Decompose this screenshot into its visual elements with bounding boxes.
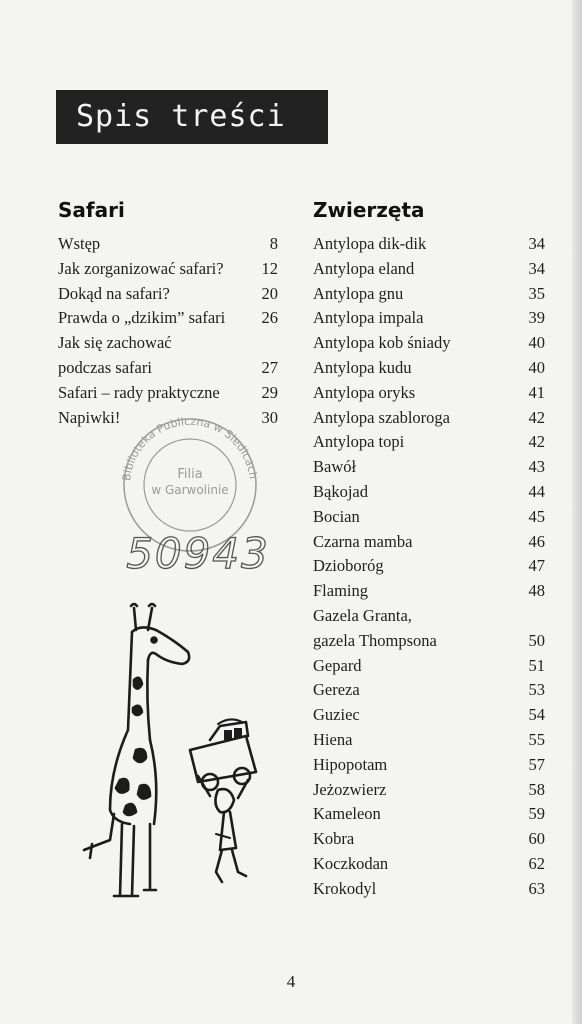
toc-entry-label: Antylopa dik-dik — [313, 234, 427, 253]
toc-entry — [313, 679, 545, 704]
toc-entry — [313, 357, 545, 382]
toc-entry-page-number: 63 — [528, 878, 545, 898]
toc-entry — [58, 283, 278, 308]
toc-entry-page-number: 44 — [528, 481, 545, 501]
toc-entry-page-number: 57 — [528, 754, 545, 774]
toc-entry-page-number: 29 — [261, 382, 278, 402]
toc-entry-label: Koczkodan — [313, 853, 389, 873]
toc-entry-label: Krokodyl — [313, 878, 377, 898]
toc-entry-page-number: 40 — [528, 333, 545, 353]
toc-entry-page-number: 51 — [528, 655, 545, 675]
toc-entry — [313, 605, 545, 630]
toc-entry-label: Guziec — [313, 705, 360, 725]
toc-entry-label: Kobra — [313, 829, 355, 849]
toc-entry — [313, 456, 545, 481]
toc-entry-label: Jak zorganizować safari? — [58, 258, 224, 278]
toc-entry-page-number: 34 — [528, 234, 545, 253]
toc-entry-page-number: 54 — [528, 705, 545, 725]
toc-entry — [313, 655, 545, 680]
toc-entry — [313, 754, 545, 779]
toc-entry — [313, 555, 545, 580]
page-edge — [572, 0, 582, 1024]
toc-entry-label: Antylopa gnu — [313, 283, 404, 303]
toc-entry-page-number: 8 — [269, 234, 278, 253]
toc-list-safari — [58, 233, 278, 431]
toc-entry-label: Bocian — [313, 506, 360, 526]
toc-entry — [58, 258, 278, 283]
toc-entry — [313, 407, 545, 432]
toc-entry — [313, 878, 545, 903]
toc-entry-label: Bąkojad — [313, 481, 368, 501]
toc-entry-page-number: 12 — [261, 258, 278, 278]
toc-entry-label: Napiwki! — [58, 407, 121, 427]
page-title: Spis treści — [56, 90, 328, 144]
toc-entry — [313, 729, 545, 754]
toc-entry-page-number: 60 — [528, 829, 545, 849]
toc-entry-label: podczas safari — [58, 357, 152, 377]
toc-entry-label: Czarna mamba — [313, 531, 413, 551]
toc-entry-page-number: 35 — [528, 283, 545, 303]
toc-entry-page-number: 47 — [528, 556, 545, 576]
toc-entry-page-number: 30 — [261, 407, 278, 427]
toc-entry — [313, 828, 545, 853]
toc-entry-page-number: 55 — [528, 729, 545, 749]
toc-entry — [313, 580, 545, 605]
toc-entry-page-number: 53 — [528, 680, 545, 700]
toc-entry-page-number: 46 — [528, 531, 545, 551]
toc-entry — [313, 332, 545, 357]
toc-entry-label: Hipopotam — [313, 754, 388, 774]
toc-entry — [313, 853, 545, 878]
toc-entry-label: Antylopa kudu — [313, 357, 412, 377]
toc-entry-page-number: 27 — [261, 357, 278, 377]
toc-entry-label: Dzioboróg — [313, 556, 384, 576]
toc-entry — [58, 357, 278, 382]
toc-entry — [313, 481, 545, 506]
toc-entry-page-number: 45 — [528, 506, 545, 526]
section-heading-safari: Safari — [58, 198, 125, 222]
toc-entry — [58, 307, 278, 332]
giraffe-and-car-drawing-icon — [70, 600, 270, 900]
toc-entry — [313, 531, 545, 556]
toc-entry-page-number: 42 — [528, 432, 545, 452]
toc-entry-page-number: 41 — [528, 382, 545, 402]
toc-entry-label: Antylopa impala — [313, 308, 424, 328]
toc-entry-label: Bawół — [313, 457, 357, 477]
toc-entry-page-number: 26 — [261, 308, 278, 328]
toc-entry-page-number: 48 — [528, 581, 545, 601]
section-heading-animals: Zwierzęta — [313, 198, 425, 222]
handwritten-inventory-number: 50943 — [126, 529, 270, 578]
page-number: 4 — [286, 972, 296, 991]
toc-entry-label: Gazela Granta, — [313, 605, 412, 625]
toc-entry — [313, 779, 545, 804]
stamp-ring-text: Biblioteka Publiczna w Siedlcach — [120, 414, 260, 482]
toc-entry — [313, 307, 545, 332]
toc-entry-label: Gepard — [313, 655, 362, 675]
toc-entry-label: Flaming — [313, 581, 369, 601]
toc-entry-label: Wstęp — [58, 234, 101, 253]
toc-entry — [313, 258, 545, 283]
toc-entry-page-number: 50 — [528, 630, 545, 650]
toc-entry-label: Jak się zachować — [58, 333, 172, 353]
toc-entry — [313, 283, 545, 308]
toc-entry — [313, 382, 545, 407]
stamp-center-text-1: Filia — [177, 467, 203, 482]
toc-entry-page-number: 43 — [528, 457, 545, 477]
toc-entry-page-number: 39 — [528, 308, 545, 328]
toc-entry-label: Antylopa oryks — [313, 382, 416, 402]
toc-entry-label: Prawda o „dzikim” safari — [58, 308, 226, 328]
toc-entry — [313, 431, 545, 456]
toc-list-animals — [313, 233, 545, 903]
toc-entry-page-number: 20 — [261, 283, 278, 303]
stamp-center-text-2: w Garwolinie — [151, 483, 229, 497]
toc-entry-label: Safari – rady praktyczne — [58, 382, 220, 402]
toc-entry-label: Antylopa kob śniady — [313, 333, 451, 353]
toc-entry-label: gazela Thompsona — [313, 630, 437, 650]
toc-entry-label: Dokąd na safari? — [58, 283, 170, 303]
toc-entry — [313, 704, 545, 729]
toc-entry — [58, 332, 278, 357]
toc-entry-page-number: 42 — [528, 407, 545, 427]
toc-entry-page-number: 34 — [528, 258, 545, 278]
toc-entry-label: Hiena — [313, 729, 353, 749]
toc-entry-page-number: 40 — [528, 357, 545, 377]
library-stamp — [110, 410, 270, 590]
toc-entry-page-number: 62 — [528, 853, 545, 873]
toc-entry — [58, 233, 278, 258]
toc-entry — [313, 630, 545, 655]
toc-entry — [313, 803, 545, 828]
toc-entry-page-number: 58 — [528, 779, 545, 799]
toc-entry — [313, 233, 545, 258]
toc-entry-label: Gereza — [313, 680, 360, 700]
toc-entry — [313, 506, 545, 531]
toc-entry-label: Antylopa szabloroga — [313, 407, 451, 427]
toc-entry-label: Antylopa topi — [313, 432, 405, 452]
toc-entry-label: Kameleon — [313, 804, 381, 824]
toc-entry-page-number: 59 — [528, 804, 545, 824]
toc-entry — [58, 382, 278, 407]
toc-entry-label: Antylopa eland — [313, 258, 415, 278]
toc-entry-label: Jeżozwierz — [313, 779, 387, 799]
